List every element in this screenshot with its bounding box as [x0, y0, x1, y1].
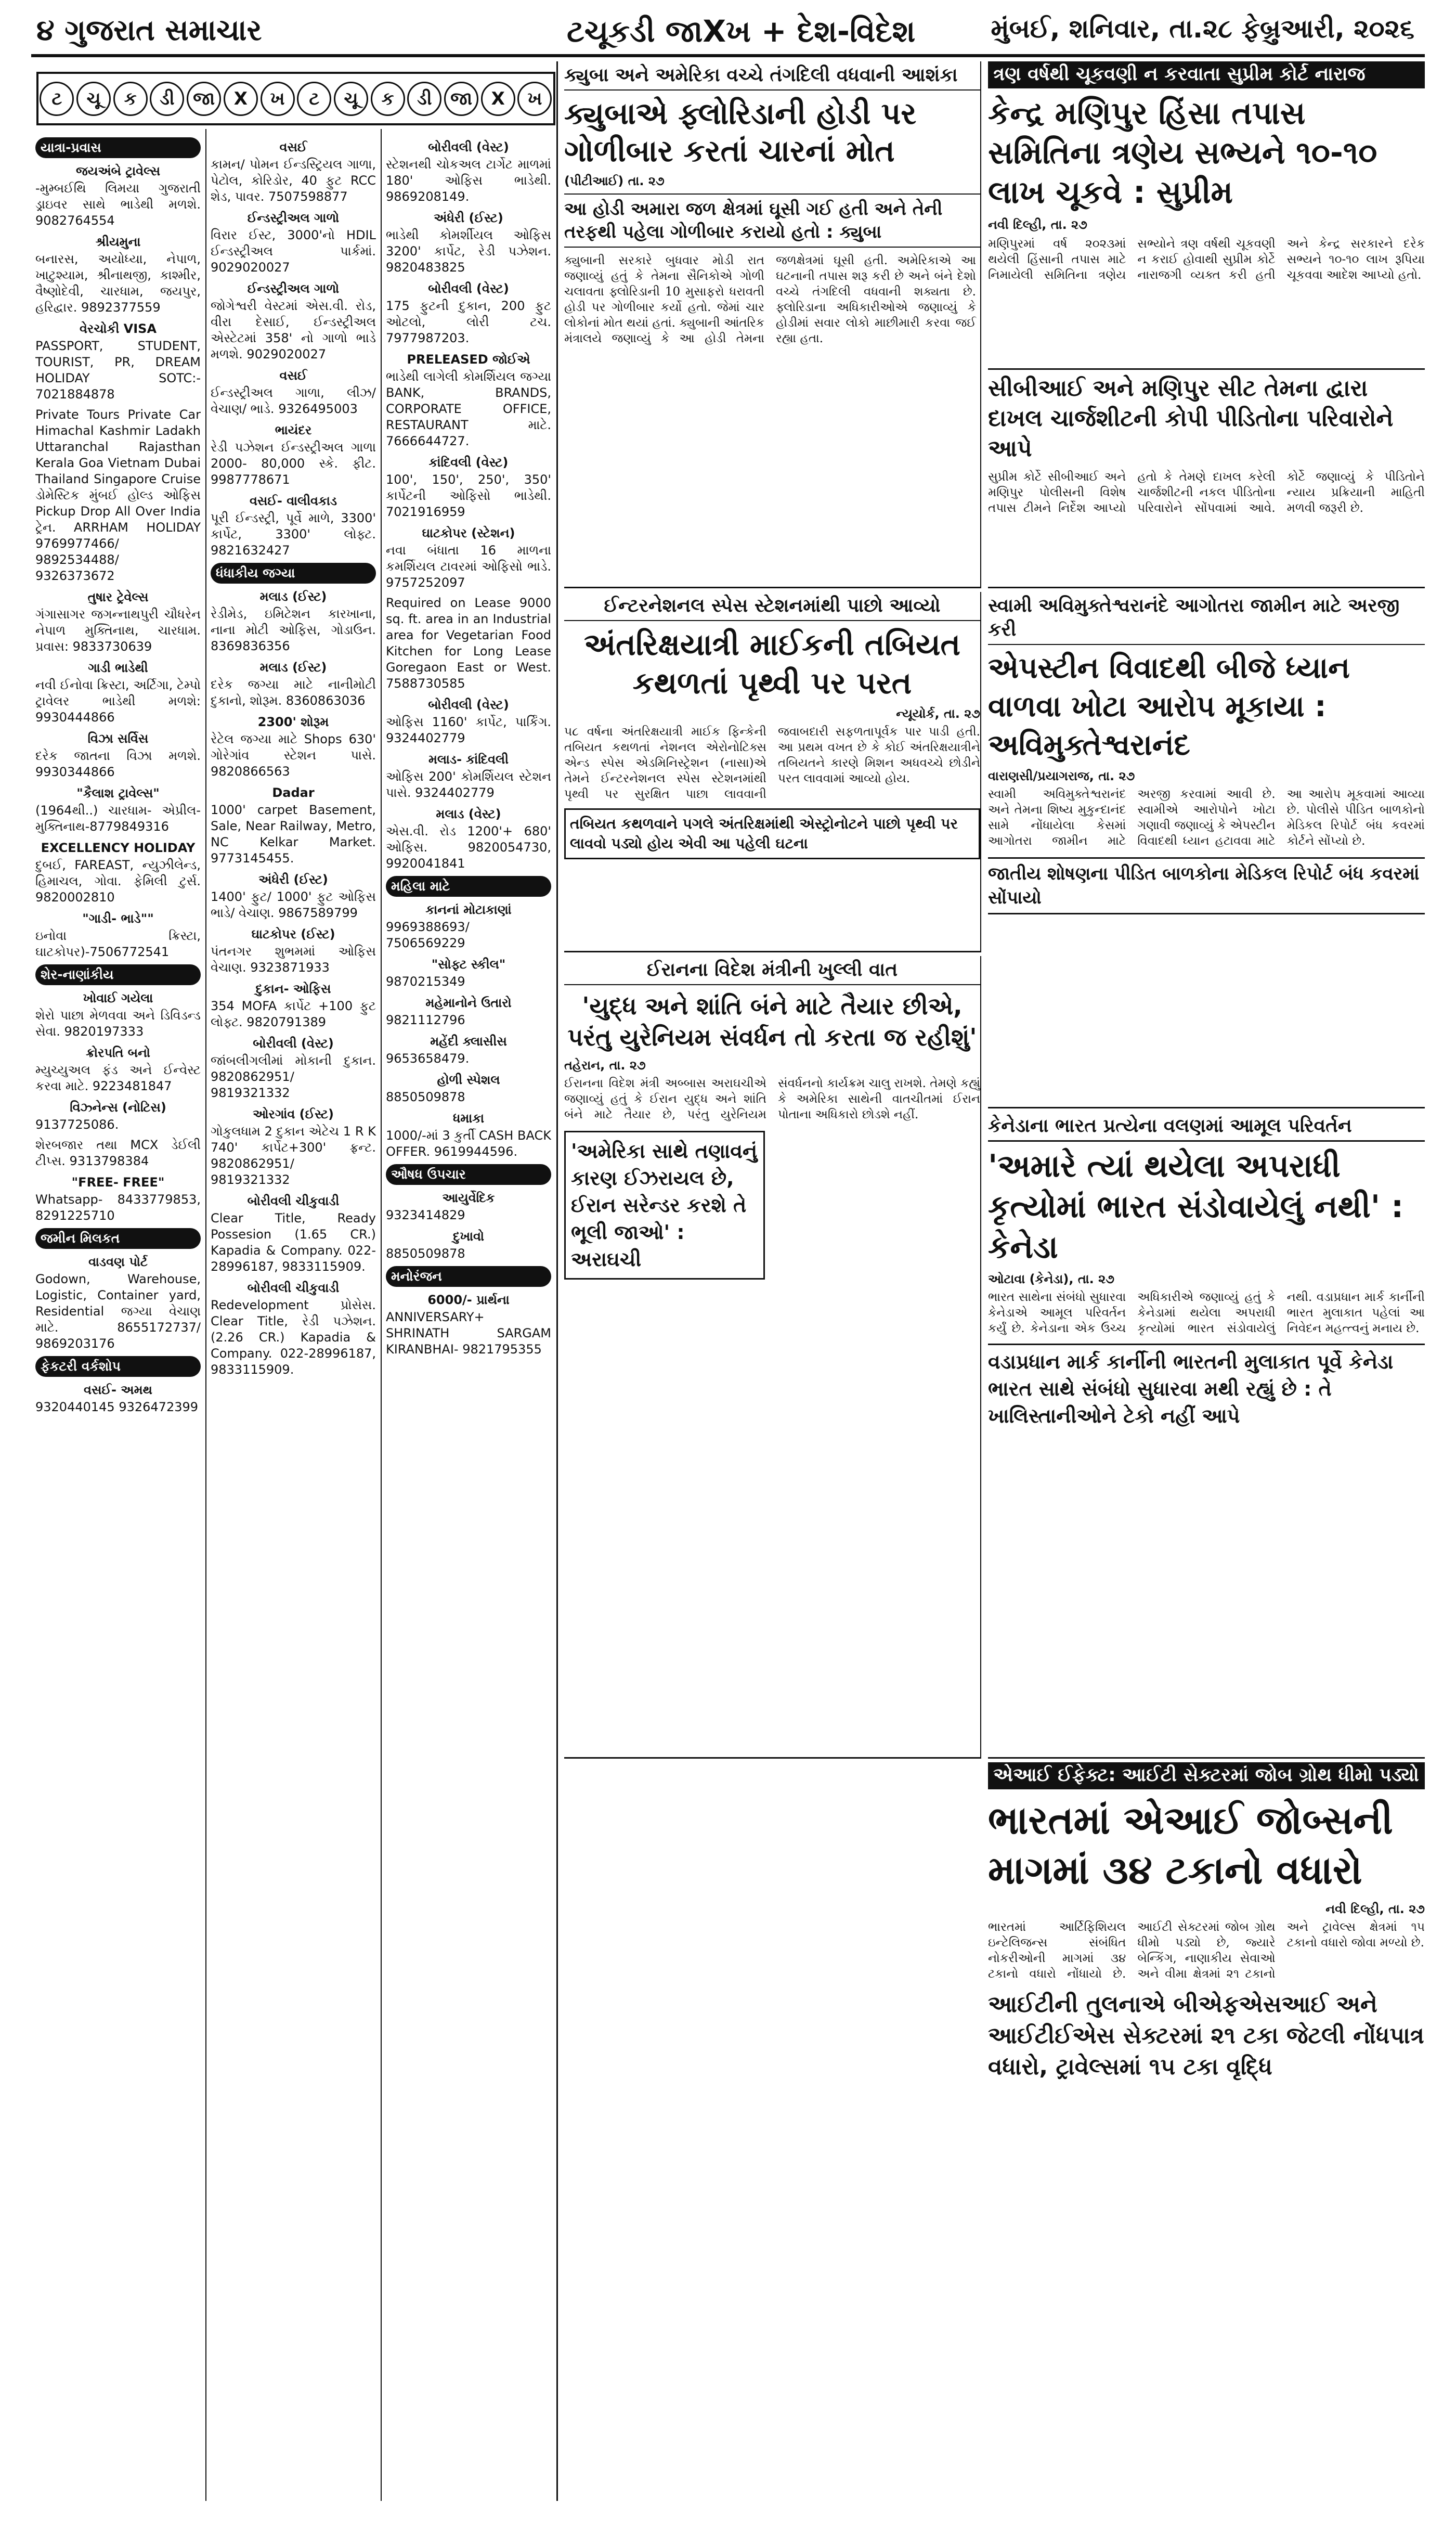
ad-title: વાડવણ પોર્ટ	[88, 1255, 148, 1269]
ad-text: પૂરી ઈન્ડસ્ટ્રી, પૂર્વે માળે, 3300' કાર્પેટ, 3300' લોફ્ટ. 9821632427	[211, 511, 376, 558]
story-body: સુપ્રીમ કોર્ટે સીબીઆઈ અને મણિપુર પોલીસની વિશેષ તપાસ ટીમને નિર્દેશ આપ્યો હતો કે તેમણે દાખલ કરેલી ચાર્જશીટની નકલ પીડિતોના પરિવારોને સોંપવામાં આવે. કોર્ટે જણાવ્યું કે પીડિતોને ન્યાય પ્રક્રિયાની માહિતી મળવી જરૂરી છે.	[988, 470, 1425, 515]
ad-title: ખોવાઈ ગયેલા	[83, 991, 153, 1005]
ad-title: ઘાટકોપર (સ્ટેશન)	[422, 526, 515, 540]
story-body: ૫૮ વર્ષના અંતરિક્ષયાત્રી માઈક ફિન્કેની તબિયત કથળતાં નેશનલ એરોનોટિક્સ એન્ડ સ્પેસ એડમિનિસ્ટ્રેશન (નાસા)એ તેમને ઈન્ટરનેશનલ સ્પેસ સ્ટેશનમાંથી પૃથ્વી પર સુરક્ષિત પાછા લાવવાની જવાબદારી સફળતાપૂર્વક પાર પાડી હતી. આ પ્રથમ વખત છે કે કોઈ અંતરિક્ષયાત્રીને તબિયતને કારણે મિશન અધવચ્ચે છોડીને પરત લાવવામાં આવ્યો હોય.	[564, 725, 980, 801]
ad-text: 9821112796	[386, 1013, 465, 1027]
story-headline: 'અમારે ત્યાં થયેલા અપરાધી કૃત્યોમાં ભારત સંડોવાયેલું નથી' : કેનેડા	[988, 1148, 1404, 1266]
ad-title: વસઈ	[279, 368, 307, 383]
ad-title: બોરીવલી ચીકુવાડી	[247, 1194, 340, 1208]
ad-text: દુબઈ, FAREAST, ન્યુઝીલેન્ડ, હિમાચલ, ગોવા. ફેમિલી ટુર્સ. 9820002810	[35, 858, 201, 905]
ad-title: વિઝ્નેન્સ (નોટિસ)	[70, 1100, 166, 1115]
ad-title: ગાડી ભાડેથી	[88, 661, 148, 675]
ad-title: વસઈ- અમથ	[84, 1383, 152, 1397]
ad-title: મલાડ (ઈસ્ટ)	[259, 589, 327, 604]
ad-text: 9137725086.	[35, 1117, 119, 1132]
ad-text: દરેક જગ્યા માટે નાનીમોટી દુકાનો, શોરૂમ. 8360863036	[211, 677, 376, 708]
ad-title: ઓરગાંવ (ઈસ્ટ)	[253, 1107, 334, 1121]
ad-title: ઘાટકોપર (ઈસ્ટ)	[251, 927, 335, 941]
story-kicker: કેનેડાના ભારત પ્રત્યેના વલણમાં આમૂલ પરિવર્તન	[988, 1112, 1425, 1142]
banner-letter: ક	[371, 82, 405, 116]
ad-text: 175 ફુટની દુકાન, 200 ફુટ ઓટલો, લોરી ટચ. 7977987203.	[386, 299, 551, 345]
category-header: યાત્રા-પ્રવાસ	[35, 137, 201, 158]
story-canada	[988, 1112, 1425, 1759]
ad-title: તુષાર ટ્રેવેલ્સ	[87, 590, 149, 604]
ad-text: 9323414829	[386, 1208, 465, 1222]
banner-letter: X	[224, 82, 258, 116]
category-header: ઔષધ ઉપચાર	[386, 1164, 551, 1185]
story-subhead: આ હોડી અમારા જળ ક્ષેત્રમાં ઘૂસી ગઈ હતી અને તેની તરફથી પહેલા ગોળીબાર કરાયો હતો : ક્યુબા	[564, 193, 980, 248]
ad-text: ગોકુલધામ 2 દુકાન એટેચ 1 R K 740' કાર્પેટ+300' ફ્રન્ટ. 9820862951/ 9819321332	[211, 1124, 376, 1187]
ad-text: -મુમ્બઈથિ લિમયા ગુજરાતી ડ્રાઇવર સાથે ભાડેથી મળશે. 9082764554	[35, 181, 201, 228]
ad-text: ઓફિસ 1160' કાર્પેટ, પાર્કિંગ. 9324402779	[386, 715, 551, 745]
ad-title: વેરચોકી VISA	[79, 321, 157, 336]
story-kicker: ઈરાનના વિદેશ મંત્રીની ખુલ્લી વાત	[564, 956, 980, 985]
ad-text: Godown, Warehouse, Logistic, Container yard, Residential જગ્યા વેચાણ માટે. 8655172737/ 9869203176	[35, 1272, 201, 1351]
story-headline: એપસ્ટીન વિવાદથી બીજે ધ્યાન વાળવા ખોટા આરોપ મૂકાયા : અવિમુક્તેશ્વરાનંદ	[988, 651, 1350, 762]
ad-title: વસઈ- વાલીવકાડ	[249, 494, 337, 508]
story-headline: ભારતમાં એઆઈ જોબ્સની માગમાં ૩૪ ટકાનો વધારો	[988, 1798, 1393, 1893]
ad-text: Redevelopment પ્રોસેસ. Clear Title, રેડી પઝેશન. (2.26 CR.) Kapadia & Company. 022-28996187, 9833115909.	[211, 1298, 376, 1377]
paper-name: ૪ ગુજરાત સમાચાર	[36, 14, 262, 47]
classifieds-col-2	[211, 134, 376, 2496]
classifieds-banner	[36, 72, 555, 125]
ad-text: Private Tours Private Car Himachal Kashmir Ladakh Uttaranchal Rajasthan Kerala Goa Vietnam Dubai Thailand Singapore Cruise ડોમેસ્ટિક મુંબઈ હોલ્ડ ઓફિસ Pickup Drop All Over India ટ્રેન. ARRHAM HOLIDAY 9769977466/ 9892534488/ 9326373672	[35, 407, 201, 583]
ad-title: અંધેરી (ઈસ્ટ)	[434, 211, 503, 225]
ad-title: બોરીવલી (વેસ્ટ)	[428, 281, 509, 296]
ad-title: જયઅંબે ટ્રાવેલ્સ	[75, 164, 161, 178]
category-header: ધંધાકીય જગ્યા	[211, 563, 376, 584]
ad-text: મ્યુચ્યુઅલ ફંડ અને ઈન્વેસ્ટ કરવા માટે. 9223481847	[35, 1063, 201, 1093]
ad-text: 100', 150', 250', 350' કાર્પેટની ઓફિસો ભાડેથી. 7021916959	[386, 472, 551, 519]
ad-title: બોરીવલી ચીકુવાડી	[247, 1281, 340, 1295]
banner-letter: ડી	[150, 82, 184, 116]
story-body: ભારત સાથેના સંબંધો સુધારવા કેનેડાએ આમૂલ પરિવર્તન કર્યું છે. કેનેડાના એક ઉચ્ચ અધિકારીએ જણાવ્યું હતું કે કેનેડામાં થયેલા અપરાધી કૃત્યોમાં ભારત સંડોવાયેલું નથી. વડાપ્રધાન માર્ક કાર્નીની ભારત મુલાકાત પહેલાં આ નિવેદન મહત્ત્વનું મનાય છે.	[988, 1291, 1425, 1335]
ad-title: આયુર્વેદિક	[442, 1191, 495, 1205]
ad-title: "ગાડી- ભાડે""	[82, 911, 154, 926]
ad-title: 2300' શોરૂમ	[257, 715, 329, 729]
ad-text: PASSPORT, STUDENT, TOURIST, PR, DREAM HOLIDAY SOTC:- 7021884878	[35, 339, 201, 402]
ad-text: 8850509878	[386, 1090, 465, 1104]
ad-text: Required on Lease 9000 sq. ft. area in an Industrial area for Vegetarian Food Kitchen for Long Lease Goregaon East or West. 7588730585	[386, 596, 551, 691]
story-kicker: ઈન્ટરનેશનલ સ્પેસ સ્ટેશનમાંથી પાછો આવ્યો	[564, 592, 980, 621]
ad-title: મહેમાનોને ઉતારો	[425, 996, 512, 1010]
ad-text: બનારસ, અયોધ્યા, નેપાળ, ખાટુશ્યામ, શ્રીનાથજી, કાશ્મીર, વૈષ્ણોદેવી, ચારધામ, જયપુર, હરિદ્વાર. 9892377559	[35, 252, 201, 315]
ad-title: હોળી સ્પેશલ	[437, 1073, 500, 1087]
banner-letter: X	[481, 82, 515, 116]
classifieds-column	[31, 61, 558, 2501]
ad-text: જોગેશ્વરી વેસ્ટમાં એસ.વી. રોડ, વીરા દેસાઈ, ઈન્ડસ્ટ્રીઅલ એસ્ટેટમાં 358' નો ગાળો ભાડે મળશે. 9029020027	[211, 299, 376, 362]
story-dateline: નવી દિલ્હી, તા. ૨૭	[1325, 1902, 1425, 1916]
banner-letter: જા	[444, 82, 478, 116]
section-title: ટચૂકડી જાXખ + દેશ-વિદેશ	[567, 14, 916, 49]
story-subhead: વડાપ્રધાન માર્ક કાર્નીની ભારતની મુલાકાત પૂર્વે કેનેડા ભારત સાથે સંબંધો સુધારવા મથી રહ્યું છે : તે ખાલિસ્તાનીઓને ટેકો નહીં આપે	[988, 1344, 1425, 1429]
ad-title: મહેંદી ક્લાસીસ	[430, 1034, 507, 1049]
ad-title: દુકાન- ઓફિસ	[255, 982, 331, 996]
ad-title: EXCELLENCY HOLIDAY	[41, 841, 196, 855]
ad-text: Clear Title, Ready Possesion (1.65 CR.) Kapadia & Company. 022-28996187, 9833115909.	[211, 1211, 376, 1274]
banner-letter: ડી	[407, 82, 441, 116]
ad-title: ઈન્ડસ્ટ્રીઅલ ગાળો	[247, 211, 340, 225]
ad-title: મલાડ (વેસ્ટ)	[436, 807, 501, 821]
ad-title: PRELEASED જોઈએ	[407, 352, 530, 367]
ad-text: એસ.વી. રોડ 1200'+ 680' ઓફિસ. 9820054730, 9920041841	[386, 824, 551, 871]
category-header: શેર-નાણાંકીય	[35, 964, 201, 985]
ad-title: વિઝા સર્વિસ	[87, 731, 149, 746]
ad-title: Dadar	[272, 785, 315, 800]
ad-title: બોરીવલી (વેસ્ટ)	[428, 140, 509, 154]
story-cuba	[564, 61, 981, 588]
ad-title: ધમાકા	[452, 1111, 485, 1126]
banner-letter: ટ	[40, 82, 74, 116]
banner-letter: ક	[113, 82, 148, 116]
ad-text: ANNIVERSARY+ SHRINATH SARGAM KIRANBHAI- 9821795355	[386, 1310, 551, 1357]
banner-letter: ટ	[297, 82, 331, 116]
ad-title: 6000/- પ્રાર્થના	[427, 1293, 510, 1307]
ad-title: શ્રીયમુના	[95, 235, 141, 249]
ad-text: ભાડેથી કોમર્શીયલ ઓફિસ 3200' કાર્પેટ, રેડી પઝેશન. 9820483825	[386, 228, 551, 275]
story-kicker: સ્વામી અવિમુક્તેશ્વરાનંદે આગોતરા જામીન માટે અરજી કરી	[988, 592, 1425, 645]
story-dateline: વારાણસી/પ્રયાગરાજ, તા. ૨૭	[988, 769, 1135, 783]
story-body: ભારતમાં આર્ટિફિશિયલ ઇન્ટેલિજન્સ સંબંધિત નોકરીઓની માગમાં ૩૪ ટકાનો વધારો નોંધાયો છે. આઈટી સેક્ટરમાં જોબ ગ્રોથ ધીમો પડ્યો છે, જ્યારે બેન્કિંગ, નાણાકીય સેવાઓ અને વીમા ક્ષેત્રમાં ૨૧ ટકાનો અને ટ્રાવેલ્સ ક્ષેત્રમાં ૧૫ ટકાનો વધારો જોવા મળ્યો છે.	[988, 1920, 1425, 1981]
ad-text: ઇનોવા ક્રિસ્ટા, ઘાટકોપર)-7506772541	[35, 928, 201, 959]
ad-text: સ્ટેશનથી ચોકઅલ ટાર્ગેટ માળમાં 180' ઓફિસ ભાડેથી. 9869208149.	[386, 157, 551, 204]
ad-title: મલાડ- કાંદિવલી	[428, 752, 509, 767]
ad-text: શેરબજાર તથા MCX ડેઈલી ટીપ્સ. 9313798384	[35, 1138, 201, 1168]
ad-text: નવા બંધાતા 16 માળના કમર્શિયલ ટાવરમાં ઓફિસો ભાડે. 9757252097	[386, 543, 551, 590]
story-ai-jobs	[988, 1762, 1425, 2501]
story-dateline: ઓટાવા (કેનેડા), તા. ૨૭	[988, 1272, 1114, 1286]
ad-title: કાનનાં મોટાકાણાં	[425, 902, 512, 917]
story-subhead: આઈટીની તુલનાએ બીએફએસઆઈ અને આઈટીઈએસ સેક્ટરમાં ૨૧ ટકા જેટલી નોંધપાત્ર વધારો, ટ્રાવેલ્સમાં ૧૫ ટકા વૃદ્ધિ	[988, 1991, 1424, 2080]
ad-title: ક્રોરપતિ બનો	[86, 1046, 150, 1060]
ad-text: 1400' ફુટ/ 1000' ફુટ ઓફિસ ભાડે/ વેચાણ. 9867589799	[211, 889, 376, 920]
banner-letter: ખ	[261, 82, 295, 116]
ad-title: દુખાવો	[453, 1229, 484, 1244]
ad-text: પંતનગર શુભમમાં ઓફિસ વેચાણ. 9323871933	[211, 944, 376, 975]
story-iran	[564, 956, 981, 1759]
category-header: મનોરંજન	[386, 1266, 551, 1287]
ad-title: વસઈ	[279, 140, 307, 154]
ad-text: નવી ઈનોવા ક્રિસ્ટા, અર્ટિગા, ટેમ્પો ટ્રાવેલર ભાડેથી મળશે: 9930444866	[35, 678, 201, 725]
column-divider	[381, 129, 382, 2501]
story-cbi-manipur	[988, 373, 1425, 588]
ad-text: 9653658479.	[386, 1051, 470, 1066]
story-body: મણિપુરમાં વર્ષ ૨૦૨૩માં થયેલી હિંસાની તપાસ માટે નિમાયેલી સમિતિના ત્રણેય સભ્યોને ત્રણ વર્ષથી ચૂકવણી ન કરાઈ હોવાથી સુપ્રીમ કોર્ટે નારાજગી વ્યક્ત કરી હતી અને કેન્દ્ર સરકારને દરેક સભ્યને ૧૦-૧૦ લાખ રૂપિયા ચૂકવવા આદેશ આપ્યો હતો.	[988, 237, 1425, 282]
story-kicker: ક્યુબા અને અમેરિકા વચ્ચે તંગદિલી વધવાની આશંકા	[564, 61, 980, 91]
story-manipur	[988, 61, 1425, 370]
story-dateline: તહેરાન, તા. ૨૭	[564, 1058, 646, 1073]
ad-title: "FREE- FREE"	[71, 1175, 165, 1190]
column-divider	[205, 129, 206, 2501]
banner-letter: ખ	[517, 82, 552, 116]
ad-title: "કૈલાશ ટ્રાવેલ્સ"	[76, 786, 160, 801]
ad-title: મલાડ (ઈસ્ટ)	[259, 660, 327, 675]
issue-date: મુંબઈ, શનિવાર, તા.૨૮ ફેબ્રુઆરી, ૨૦૨૬	[991, 14, 1414, 44]
ad-text: શેરો પાછા મેળવવા અને ડિવિડન્ડ સેવા. 9820197333	[35, 1008, 201, 1039]
ad-title: ભાયંદર	[275, 423, 312, 437]
ad-text: કામન/ પોમન ઈન્ડસ્ટ્રિયલ ગાળા, પેટોલ, કોરિડોર, 40 ફુટ RCC શેડ, પાવર. 7507598877	[211, 157, 376, 204]
story-dateline: ન્યૂયોર્ક, તા. ૨૭	[896, 706, 980, 721]
ad-title: બોરીવલી (વેસ્ટ)	[428, 698, 509, 712]
ad-text: Whatsapp- 8433779853, 8291225710	[35, 1192, 201, 1223]
banner-letter: ચૂ	[334, 82, 368, 116]
story-headline: સીબીઆઈ અને મણિપુર સીટ તેમના દ્વારા દાખલ ચાર્જશીટની કોપી પીડિતોના પરિવારોને આપે	[988, 375, 1394, 462]
category-header: ફેકટરી વર્કશોપ	[35, 1356, 201, 1377]
story-headline: અંતરિક્ષયાત્રી માઈકની તબિયત કથળતાં પૃથ્વી પર પરત	[584, 627, 960, 701]
ad-text: 1000' carpet Basement, Sale, Near Railway, Metro, NC Kelkar Market. 9773145455.	[211, 803, 376, 866]
category-header: મહિલા માટે	[386, 876, 551, 897]
story-headline: 'યુદ્ધ અને શાંતિ બંને માટે તૈયાર છીએ, પરંતુ યુરેનિયમ સંવર્ધન તો કરતા જ રહીશું'	[567, 992, 977, 1051]
story-headline: કેન્દ્ર મણિપુર હિંસા તપાસ સમિતિના ત્રણેય સભ્યને ૧૦-૧૦ લાખ ચૂકવે : સુપ્રીમ	[988, 95, 1377, 211]
banner-letter: જા	[187, 82, 221, 116]
ad-text: ગંગાસાગર જગન્નાથપુરી ચૌધરેન નેપાળ મુક્તિનાથ, ચારધામ. પ્રવાસ: 9833730639	[35, 607, 201, 654]
ad-text: રેડીમેડ, ઇમિટેશન કારખાના, નાના મોટી ઓફિસ, ગોડાઉન. 8369836356	[211, 607, 376, 653]
ad-title: ઈન્ડસ્ટ્રીઅલ ગાળો	[247, 281, 340, 296]
ad-text: 9969388693/ 7506569229	[386, 920, 470, 950]
ad-text: ભાડેથી લાગેલી કોમર્શિયલ જગ્યા BANK, BRANDS, CORPORATE OFFICE, RESTAURANT માટે. 7666644727.	[386, 369, 551, 448]
ad-title: કાંદિવલી (વેસ્ટ)	[428, 455, 509, 470]
ad-text: (1964થી..) ચારધામ- એપ્રીલ- મુક્તિનાથ-8779849316	[35, 803, 201, 834]
story-body: સ્વામી અવિમુક્તેશ્વરાનંદ અને તેમના શિષ્ય મુકુન્દાનંદ સામે નોંધાયેલા કેસમાં આગોતરા જામીન માટે અરજી કરવામાં આવી છે. સ્વામીએ આરોપોને ખોટા ગણાવી જણાવ્યું કે એપસ્ટીન વિવાદથી ધ્યાન હટાવવા માટે આ આરોપ મૂકવામાં આવ્યા છે. પોલીસે પીડિત બાળકોનો મેડિકલ રિપોર્ટ બંધ કવરમાં કોર્ટને સોંપ્યો છે.	[988, 788, 1425, 848]
ad-text: 8850509878	[386, 1246, 465, 1261]
story-body: ઈરાનના વિદેશ મંત્રી અબ્બાસ અરાઘચીએ જણાવ્યું હતું કે ઈરાન યુદ્ધ અને શાંતિ બંને માટે તૈયાર છે, પરંતુ યુરેનિયમ સંવર્ધનનો કાર્યક્રમ ચાલુ રાખશે. તેમણે કહ્યું કે અમેરિકા સાથેની વાતચીતમાં ઈરાન પોતાના અધિકારો છોડશે નહીં.	[564, 1077, 980, 1121]
ad-title: અંધેરી (ઈસ્ટ)	[258, 872, 328, 887]
story-astronaut	[564, 592, 981, 952]
story-dateline: નવી દિલ્હી, તા. ૨૭	[988, 217, 1087, 232]
ad-text: ઓફિસ 200' કોમર્શિયલ સ્ટેશન પાસે. 9324402779	[386, 769, 551, 800]
masthead	[31, 9, 1425, 57]
story-subhead: તબિયત કથળવાને પગલે અંતરિક્ષમાંથી એસ્ટ્રોનોટને પાછો પૃથ્વી પર લાવવો પડ્યો હોય એવી આ પહેલી ઘટના	[564, 808, 980, 859]
classifieds-col-3	[386, 134, 551, 2496]
banner-letter: ચૂ	[76, 82, 111, 116]
ad-text: દરેક જાતના વિઝા મળશે. 9930344866	[35, 749, 201, 779]
ad-title: બોરીવલી (વેસ્ટ)	[253, 1036, 334, 1051]
story-kicker: ત્રણ વર્ષથી ચૂકવણી ન કરવાતા સુપ્રીમ કોર્ટ નારાજ	[988, 61, 1425, 88]
story-subhead: જાતીય શોષણના પીડિત બાળકોના મેડિકલ રિપોર્ટ બંધ કવરમાં સોંપાયો	[988, 857, 1425, 914]
ad-text: ઈન્ડસ્ટ્રીઅલ ગાળા, લીઝ/ વેચાણ/ ભાડે. 9326495003	[211, 385, 376, 416]
story-body: ક્યુબાની સરકારે બુધવાર મોડી રાત જણાવ્યું હતું કે તેમના સૈનિકોએ ગોળી ચલાવતા ફ્લોરિડાની 10 મુસાફરો ધરાવતી હોડી પર ગોળીબાર કર્યો હતો. જેમાં ચાર લોકોનાં મોત થયાં હતાં. ક્યુબાની આંતરિક મંત્રાલયે જણાવ્યું કે આ હોડી તેમના જળક્ષેત્રમાં ઘૂસી હતી. અમેરિકાએ આ ઘટનાની તપાસ શરૂ કરી છે અને બંને દેશો વચ્ચે તંગદિલી વધવાની શક્યતા છે. ફ્લોરિડાના અધિકારીઓએ જણાવ્યું કે હોડીમાં સવાર લોકો માછીમારી કરવા જઈ રહ્યા હતા.	[564, 254, 976, 345]
story-subhead: 'અમેરિકા સાથે તણાવનું કારણ ઈઝરાયલ છે, ઈરાન સરેન્ડર કરશે તે ભૂલી જાઓ' : અરાઘચી	[564, 1131, 765, 1280]
classifieds-col-1	[35, 134, 201, 2496]
ad-text: 9320440145 9326472399	[35, 1400, 199, 1414]
story-kicker: એઆઈ ઈફેક્ટ: આઈટી સેક્ટરમાં જોબ ગ્રોથ ધીમો પડ્યો	[988, 1762, 1425, 1789]
story-dateline: (પીટીઆઈ) તા. ૨૭	[564, 174, 665, 188]
ad-text: 1000/-માં 3 કુર્તી CASH BACK OFFER. 9619944596.	[386, 1128, 551, 1159]
news-section	[564, 61, 1425, 2501]
ad-text: 354 MOFA કાર્પેટ +100 ફુટ લોફ્ટ. 9820791389	[211, 999, 376, 1029]
ad-text: જાંબલીગલીમાં મોકાની દુકાન. 9820862951/ 9819321332	[211, 1053, 376, 1100]
story-avimukteshwaranand	[988, 592, 1425, 1108]
ad-text: 9870215349	[386, 974, 465, 989]
ad-title: "સોફ્ટ સ્કીલ"	[431, 957, 506, 972]
ad-text: રેટેલ જગ્યા માટે Shops 630' ગોરેગાંવ સ્ટેશન પાસે. 9820866563	[211, 732, 376, 779]
ad-text: વિરાર ઈસ્ટ, 3000'નો HDIL ઈન્ડસ્ટ્રીઅલ પાર્કમાં. 9029020027	[211, 228, 376, 275]
category-header: જમીન મિલકત	[35, 1228, 201, 1249]
story-headline: ક્યુબાએ ફ્લોરિડાની હોડી પર ગોળીબાર કરતાં ચારનાં મોત	[564, 96, 917, 169]
ad-text: રેડી પઝેશન ઈન્ડસ્ટ્રીઅલ ગાળા 2000- 80,000 સ્કે. ફીટ. 9987778671	[211, 440, 376, 487]
